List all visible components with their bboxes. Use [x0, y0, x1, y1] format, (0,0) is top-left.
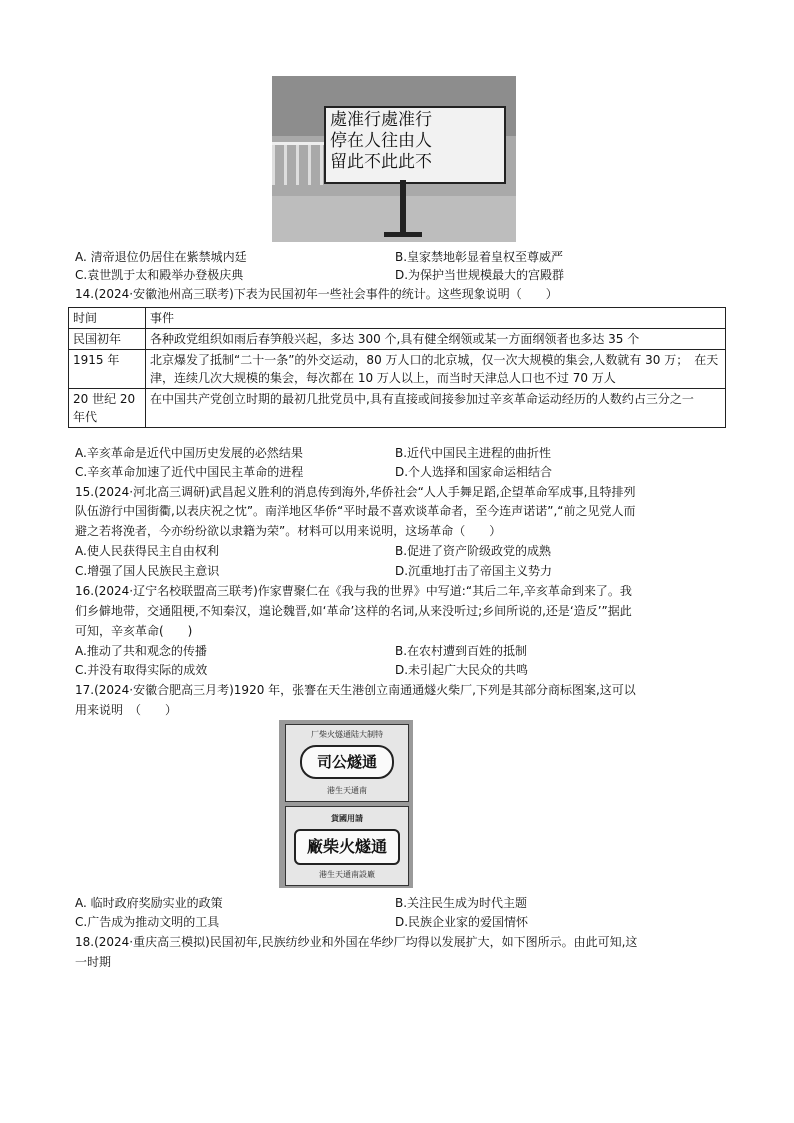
q16-stem-line: 16.(2024·辽宁名校联盟高三联考)作家曹聚仁在《我与我的世界》中写道:“其后二年,辛亥革命到来了。我	[75, 584, 632, 598]
q15-option-c: C.增强了国人民族民主意识	[75, 564, 220, 578]
q14-table	[68, 307, 726, 428]
table-row	[69, 329, 726, 350]
q17-option-c: C.广告成为推动文明的工具	[75, 915, 220, 929]
photo-railing	[272, 142, 328, 185]
q14-option-d: D.个人选择和国家命运相结合	[395, 465, 553, 479]
q15-stem-line: 避之若将浼者，今亦纷纷欲以隶籍为荣”。材料可以用来说明，这场革命（ ）	[75, 524, 502, 538]
trademark-top-panel	[285, 724, 409, 802]
table-row	[69, 350, 726, 389]
q18-stem-line: 一时期	[75, 955, 112, 969]
table-cell-time: 民国初年	[69, 329, 146, 350]
q14-option-a: A.辛亥革命是近代中国历史发展的必然结果	[75, 446, 303, 460]
table-header-row	[69, 308, 726, 329]
q15-stem-line: 15.(2024·河北高三调研)武昌起义胜利的消息传到海外,华侨社会“人人手舞足蹈,企望革命军成事,且特排列	[75, 485, 636, 499]
table-header-time: 时间	[69, 308, 146, 329]
sign-line: 留此不此此不	[330, 152, 432, 172]
q15-option-d: D.沉重地打击了帝国主义势力	[395, 564, 553, 578]
q16-option-a: A.推动了共和观念的传播	[75, 644, 207, 658]
q15-option-b: B.促进了资产阶级政党的成熟	[395, 544, 552, 558]
q15-stem-line: 队伍游行中国街衢,以表庆祝之忱”。南洋地区华侨“平时最不喜欢谈革命者，至今连声诺诺”,“前之见党人而	[75, 504, 636, 518]
q14-option-b: B.近代中国民主进程的曲折性	[395, 446, 552, 460]
sign-board	[324, 106, 506, 184]
q17-option-b: B.关注民生成为时代主题	[395, 896, 528, 910]
table-row	[69, 389, 726, 428]
forbidden-city-sign-photo	[272, 76, 516, 242]
q17-option-d: D.民族企业家的爱国情怀	[395, 915, 529, 929]
q14-stem: 14.(2024·安徽池州高三联考)下表为民国初年一些社会事件的统计。这些现象说明（ ）	[75, 287, 558, 301]
trademark-bottom-bottom-text: 港生天通南設廠	[319, 870, 375, 879]
q13-option-d: D.为保护当世规模最大的宫殿群	[395, 268, 565, 282]
q17-stem-line: 用来说明 （ ）	[75, 703, 178, 717]
q16-option-d: D.未引起广大民众的共鸣	[395, 663, 529, 677]
trademark-bottom-small-text: 貨國用請	[331, 814, 363, 823]
q14-option-c: C.辛亥革命加速了近代中国民主革命的进程	[75, 465, 304, 479]
matchbox-trademark-image	[279, 720, 413, 888]
q13-option-b: B.皇家禁地彰显着皇权至尊威严	[395, 250, 564, 264]
trademark-top-bottom-text: 港生天通南	[327, 786, 367, 795]
q16-stem-line: 们乡僻地带，交通阻梗,不知秦汉，遑论魏晋,如‘革命’这样的名词,从来没听过;乡间所说的,还是‘造反’”据此	[75, 604, 632, 618]
q13-option-c: C.袁世凯于太和殿举办登极庆典	[75, 268, 244, 282]
trademark-bottom-main-text: 廠柴火燧通	[294, 829, 400, 865]
q18-stem-line: 18.(2024·重庆高三模拟)民国初年,民族纺纱业和外国在华纱厂均得以发展扩大，如下图所示。由此可知,这	[75, 935, 638, 949]
table-cell-time: 20 世纪 20年代	[69, 389, 146, 428]
sign-line: 停在人往由人	[330, 131, 432, 151]
q17-stem-line: 17.(2024·安徽合肥高三月考)1920 年，张謇在天生港创立南通通燧火柴厂,下列是其部分商标图案,这可以	[75, 683, 636, 697]
table-cell-event: 在中国共产党创立时期的最初几批党员中,具有直接或间接参加过辛亥革命运动经历的人数约占三分之一	[146, 389, 726, 428]
trademark-bottom-panel	[285, 806, 409, 886]
trademark-top-small-text: 厂柴火燧通陆大制特	[311, 730, 383, 739]
q16-stem-line: 可知，辛亥革命( )	[75, 624, 193, 638]
table-cell-event: 各种政党组织如雨后春笋般兴起，多达 300 个,具有健全纲领或某一方面纲领者也多达 35 个	[146, 329, 726, 350]
q16-option-b: B.在农村遭到百姓的抵制	[395, 644, 528, 658]
table-header-event: 事件	[146, 308, 726, 329]
trademark-top-main-text: 司公燧通	[300, 745, 394, 779]
q15-option-a: A.使人民获得民主自由权利	[75, 544, 219, 558]
table-cell-event: 北京爆发了抵制“二十一条”的外交运动，80 万人口的北京城，仅一次大规模的集会,人数就有 30 万； 在天津，连续几次大规模的集会，每次都在 10 万人以上，而当时天津总人口也不过 70 万人	[146, 350, 726, 389]
q16-option-c: C.并没有取得实际的成效	[75, 663, 208, 677]
q13-option-a: A. 清帝退位仍居住在紫禁城内廷	[75, 250, 247, 264]
sign-post	[400, 180, 406, 236]
sign-line: 處准行處准行	[330, 110, 432, 130]
sign-stand-base	[384, 232, 422, 237]
q17-option-a: A. 临时政府奖励实业的政策	[75, 896, 223, 910]
table-cell-time: 1915 年	[69, 350, 146, 389]
